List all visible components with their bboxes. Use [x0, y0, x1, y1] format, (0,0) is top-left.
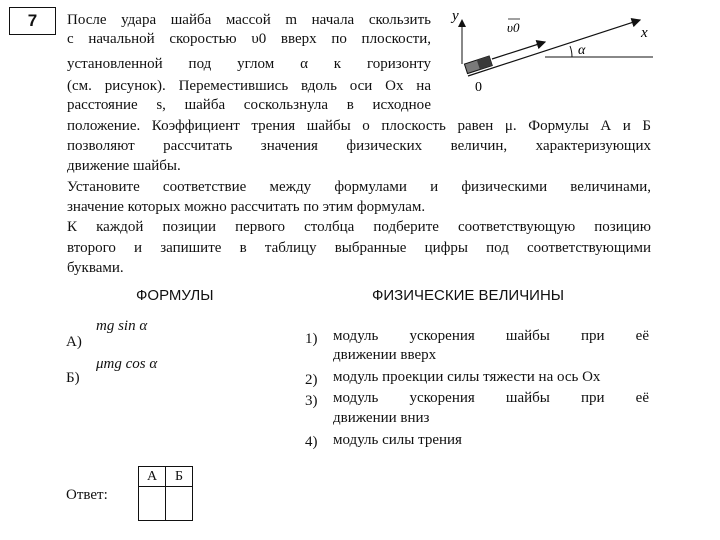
formulas-header: ФОРМУЛЫ [136, 287, 214, 304]
answer-column-a: А [139, 467, 166, 487]
problem-line-13: буквами. [67, 260, 124, 276]
problem-line-12: второго и запишите в таблицу выбранные цифры под соответствующими [67, 240, 651, 256]
problem-line-9: Установите соответствие между формулами и физическими величинами, [67, 179, 651, 195]
angle-label: α [578, 43, 586, 58]
inclined-plane-figure [440, 4, 660, 96]
puck [464, 56, 492, 74]
quantities-header: ФИЗИЧЕСКИЕ ВЕЛИЧИНЫ [372, 287, 565, 304]
problem-line-2: с начальной скоростью υ0 вверх по плоскости, [67, 31, 431, 47]
problem-line-1: После удара шайба массой m начала скользить [67, 12, 431, 28]
answer-cell-a[interactable] [139, 487, 166, 521]
option-2-line-1: модуль проекции силы тяжести на ось Ox [333, 369, 601, 385]
problem-line-6: положение. Коэффициент трения шайбы о плоскость равен μ. Формулы А и Б [67, 118, 651, 134]
formula-letter-b: Б) [66, 370, 80, 386]
option-number-4: 4) [305, 434, 318, 450]
y-axis-label: y [452, 8, 459, 24]
problem-line-8: движение шайбы. [67, 158, 181, 174]
answer-label: Ответ: [66, 487, 108, 503]
question-number: 7 [9, 7, 56, 35]
option-3-line-1: модуль ускорения шайбы при её [333, 390, 649, 406]
velocity-label: υ0 [507, 20, 520, 35]
formula-letter-a: А) [66, 334, 82, 350]
velocity-arrow [492, 42, 545, 59]
option-number-1: 1) [305, 331, 318, 347]
problem-line-5: расстояние s, шайба соскользнула в исходное [67, 97, 431, 113]
option-number-3: 3) [305, 393, 318, 409]
option-4-line-1: модуль силы трения [333, 432, 462, 448]
option-number-2: 2) [305, 372, 318, 388]
answer-column-b: Б [166, 467, 193, 487]
x-axis-label: x [641, 25, 648, 41]
formula-b: μmg cos α [96, 356, 158, 372]
problem-line-10: значение которых можно рассчитать по этим формулам. [67, 199, 426, 215]
option-1-line-2: движении вверх [333, 347, 437, 363]
answer-table [138, 466, 193, 521]
option-3-line-2: движении вниз [333, 410, 430, 426]
problem-line-4: (см. рисунок). Переместившись вдоль оси Ox на [67, 78, 431, 94]
angle-arc [570, 46, 572, 57]
x-axis [468, 20, 640, 76]
answer-cell-b[interactable] [166, 487, 193, 521]
problem-line-11: К каждой позиции первого столбца подберите соответствующую позицию [67, 219, 651, 235]
problem-line-7: позволяют рассчитать значения физических величин, характеризующих [67, 138, 651, 154]
option-1-line-1: модуль ускорения шайбы при её [333, 328, 649, 344]
formula-a: mg sin α [96, 318, 148, 334]
origin-label: 0 [475, 80, 482, 95]
problem-line-3: установленной под углом α к горизонту [67, 56, 431, 72]
